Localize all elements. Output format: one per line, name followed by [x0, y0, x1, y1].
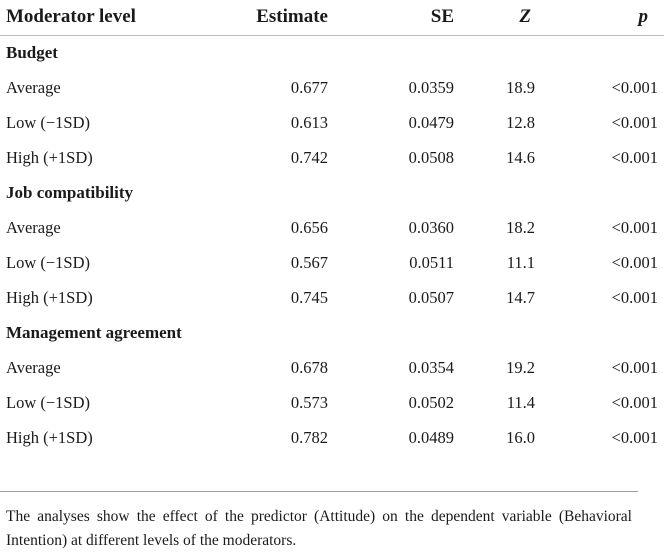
- cell-estimate: 0.678: [290, 357, 328, 377]
- header-row: [0, 0, 664, 35]
- table-row: [0, 105, 664, 140]
- group-row-job-compatibility: [0, 175, 664, 210]
- group-label: Budget: [6, 42, 58, 62]
- table-row: [0, 210, 664, 245]
- cell-estimate: 0.573: [290, 392, 328, 412]
- table-body: [0, 35, 664, 455]
- table-row: [0, 420, 664, 455]
- cell-se: 0.0479: [408, 112, 454, 132]
- cell-p: <0.001: [611, 427, 658, 447]
- cell-se: 0.0354: [408, 357, 454, 377]
- cell-z: 14.6: [506, 147, 535, 167]
- cell-level: High (+1SD): [6, 287, 93, 307]
- cell-level: Average: [6, 217, 61, 237]
- cell-estimate: 0.677: [290, 77, 328, 97]
- cell-p: <0.001: [611, 217, 658, 237]
- cell-p: <0.001: [611, 357, 658, 377]
- table-row: [0, 280, 664, 315]
- cell-estimate: 0.782: [290, 427, 328, 447]
- cell-estimate: 0.742: [290, 147, 328, 167]
- group-row-management-agreement: [0, 315, 664, 350]
- header-se: SE: [328, 0, 454, 35]
- cell-p: <0.001: [611, 252, 658, 272]
- table-row: [0, 385, 664, 420]
- cell-z: 11.4: [506, 392, 535, 412]
- cell-level: High (+1SD): [6, 147, 93, 167]
- cell-level: Average: [6, 357, 61, 377]
- cell-estimate: 0.613: [290, 112, 328, 132]
- cell-p: <0.001: [611, 392, 658, 412]
- cell-p: <0.001: [611, 147, 658, 167]
- cell-se: 0.0508: [408, 147, 454, 167]
- cell-estimate: 0.567: [290, 252, 328, 272]
- cell-level: High (+1SD): [6, 427, 93, 447]
- header-p: p: [535, 0, 664, 35]
- group-label: Management agreement: [6, 322, 182, 342]
- cell-z: 14.7: [506, 287, 535, 307]
- cell-level: Low (−1SD): [6, 112, 91, 132]
- table-row: [0, 140, 664, 175]
- cell-p: <0.001: [611, 112, 658, 132]
- cell-se: 0.0507: [408, 287, 454, 307]
- cell-se: 0.0489: [408, 427, 454, 447]
- table-note: The analyses show the effect of the predictor (Attitude) on the dependent variable (Behavioral Intention) at different levels of the moderators.: [6, 508, 632, 549]
- cell-z: 18.2: [506, 217, 535, 237]
- header-estimate: Estimate: [202, 0, 328, 35]
- table-row: [0, 350, 664, 385]
- cell-level: Average: [6, 77, 61, 97]
- cell-estimate: 0.656: [290, 217, 328, 237]
- cell-se: 0.0502: [408, 392, 454, 412]
- table-header: [0, 0, 664, 35]
- table-row: [0, 245, 664, 280]
- cell-z: 11.1: [506, 252, 535, 272]
- table-row: [0, 70, 664, 105]
- cell-z: 16.0: [506, 427, 535, 447]
- cell-p: <0.001: [611, 287, 658, 307]
- cell-z: 12.8: [506, 112, 535, 132]
- header-z: Z: [454, 0, 535, 35]
- cell-z: 19.2: [506, 357, 535, 377]
- cell-se: 0.0359: [408, 77, 454, 97]
- group-label: Job compatibility: [6, 182, 134, 202]
- cell-se: 0.0511: [409, 252, 454, 272]
- cell-z: 18.9: [506, 77, 535, 97]
- cell-level: Low (−1SD): [6, 392, 91, 412]
- cell-p: <0.001: [611, 77, 658, 97]
- cell-se: 0.0360: [408, 217, 454, 237]
- cell-level: Low (−1SD): [6, 252, 91, 272]
- header-moderator-level: Moderator level: [0, 0, 202, 35]
- group-row-budget: [0, 35, 664, 70]
- table-bottom-rule: [0, 491, 638, 492]
- cell-estimate: 0.745: [290, 287, 328, 307]
